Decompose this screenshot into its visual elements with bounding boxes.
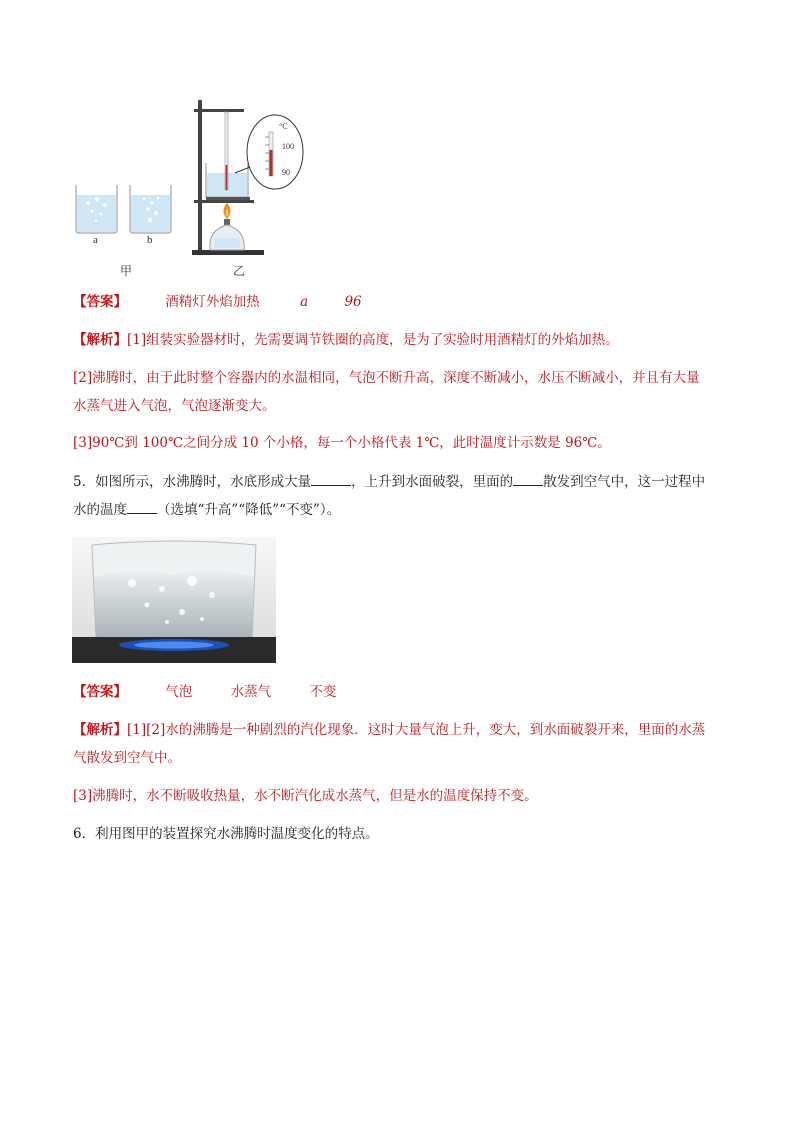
q4-answer-1: 酒精灯外焰加热 <box>165 294 260 310</box>
beaker-b <box>130 185 171 233</box>
q5-analysis-3: [3]沸腾时，水不断吸收热量，水不断汽化成水蒸气，但是水的温度保持不变。 <box>73 788 538 804</box>
label-b: b <box>147 234 153 246</box>
q5-stem-2a: 水的温度 <box>73 502 127 518</box>
q4-answer-line <box>73 292 362 312</box>
q5-stem-2b: （选填“升高”“降低”“不变”）。 <box>157 502 341 518</box>
q4-answer-3: 96 <box>344 294 362 310</box>
answer-tag: 【答案】 <box>73 684 127 700</box>
q5-answer-2: 水蒸气 <box>230 684 272 700</box>
q5-blank-2 <box>513 471 543 486</box>
q5-stem-line-2 <box>73 499 340 520</box>
q5-answer-line <box>73 682 336 702</box>
answer-tag: 【答案】 <box>73 294 127 310</box>
q4-analysis-3: [3]90℃到 100℃之间分成 10 个小格，每一个小格代表 1℃，此时温度计示数是 96℃。 <box>73 435 611 451</box>
q4-answer-2: a <box>300 294 309 310</box>
thermo-90-label: 90 <box>282 168 290 177</box>
q5-stem-line-1 <box>73 471 705 492</box>
boiling-experiment-figure <box>70 95 310 280</box>
analysis-tag: 【解析】 <box>73 722 127 738</box>
q5-blank-3 <box>127 499 157 514</box>
q4-analysis-line-1 <box>73 330 619 350</box>
q5-analysis-1a: [1][2]水的沸腾是一种剧烈的汽化现象．这时大量气泡上升，变大，到水面破裂开来，里面的水蒸 <box>127 722 706 738</box>
q5-stem-1a: 5．如图所示，水沸腾时，水底形成大量 <box>73 474 312 490</box>
beaker-a <box>76 185 117 233</box>
thermo-unit-label: °C <box>279 122 288 131</box>
q5-analysis-line-1 <box>73 720 705 740</box>
alcohol-lamp <box>210 203 244 250</box>
label-jia: 甲 <box>120 264 133 278</box>
q5-blank-1 <box>311 471 351 486</box>
label-yi: 乙 <box>233 264 246 278</box>
q5-stem-1b: ，上升到水面破裂，里面的 <box>351 474 514 490</box>
q5-answer-3: 不变 <box>309 684 337 700</box>
q5-analysis-1b: 气散发到空气中。 <box>73 750 181 766</box>
label-a: a <box>93 234 98 246</box>
q4-analysis-1: [1]组装实验器材时，先需要调节铁圈的高度，是为了实验时用酒精灯的外焰加热。 <box>127 332 619 348</box>
thermo-100-label: 100 <box>282 142 294 151</box>
analysis-tag: 【解析】 <box>73 332 127 348</box>
q4-analysis-2b: 水蒸气进入气泡，气泡逐渐变大。 <box>73 398 276 414</box>
q4-analysis-2a: [2]沸腾时，由于此时整个容器内的水温相同，气泡不断升高，深度不断减小，水压不断减小，并且有大量 <box>73 370 700 386</box>
q5-answer-1: 气泡 <box>165 684 193 700</box>
boiling-water-photo <box>72 537 276 663</box>
thermometer <box>225 112 228 190</box>
q6-stem: 6．利用图甲的装置探究水沸腾时温度变化的特点。 <box>73 826 379 842</box>
q5-stem-1c: 散发到空气中，这一过程中 <box>543 474 706 490</box>
